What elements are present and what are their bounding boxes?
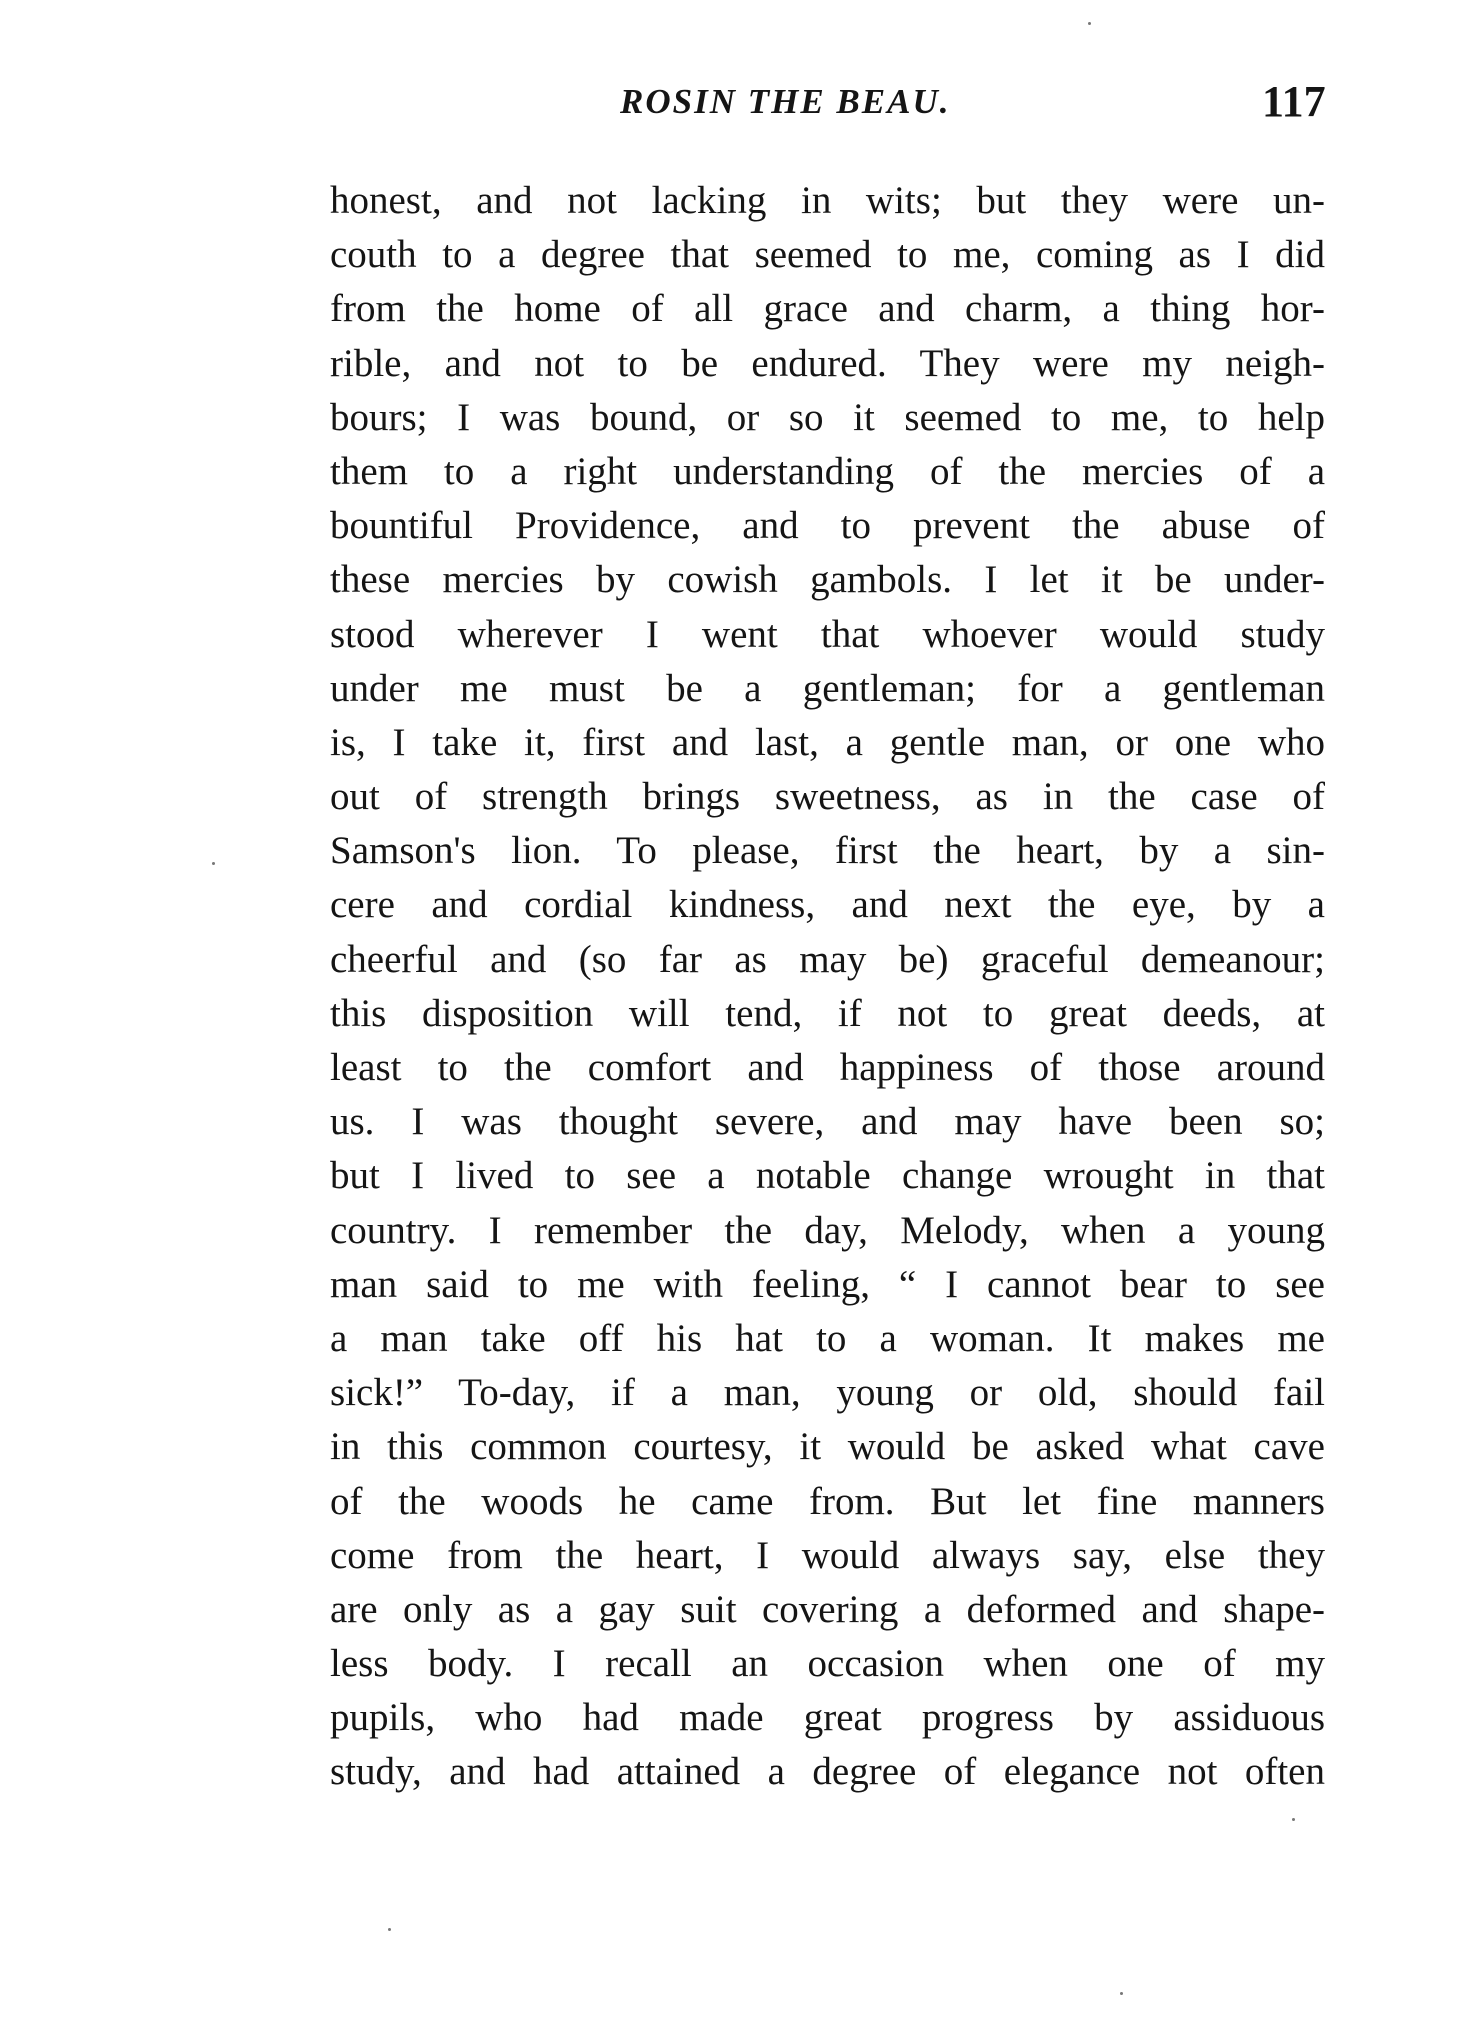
running-title: ROSIN THE BEAU. — [620, 82, 951, 121]
text-line: rible, and not to be endured. They were my neigh- — [330, 341, 1325, 385]
text-line: of the woods he came from. But let fine manners — [330, 1479, 1325, 1523]
text-line: couth to a degree that seemed to me, coming as I did — [330, 233, 1325, 277]
text-line: Samson's lion. To please, first the heart, by a sin- — [330, 829, 1325, 873]
text-line: honest, and not lacking in wits; but they were un- — [330, 179, 1325, 222]
text-line: come from the heart, I would always say, else they — [330, 1533, 1325, 1577]
paper-speck — [1120, 1992, 1123, 1995]
text-line: from the home of all grace and charm, a thing hor- — [330, 287, 1325, 331]
text-line: less body. I recall an occasion when one of my — [330, 1642, 1325, 1686]
paper-speck — [388, 1928, 391, 1931]
text-line: is, I take it, first and last, a gentle man, or one who — [330, 720, 1325, 764]
text-line: us. I was thought severe, and may have been so; — [330, 1100, 1325, 1144]
paper-speck — [212, 862, 215, 865]
text-line: bours; I was bound, or so it seemed to me, to help — [330, 395, 1325, 439]
page-number: 117 — [1262, 77, 1326, 126]
text-line: in this common courtesy, it would be asked what cave — [330, 1425, 1325, 1469]
text-line: this disposition will tend, if not to great deeds, at — [330, 991, 1325, 1035]
text-line: sick!” To-day, if a man, young or old, should fail — [330, 1371, 1325, 1415]
text-line: least to the comfort and happiness of those around — [330, 1046, 1325, 1089]
text-line: them to a right understanding of the mercies of a — [330, 449, 1325, 493]
text-line: but I lived to see a notable change wrought in that — [330, 1154, 1325, 1198]
text-line: are only as a gay suit covering a deformed and shape- — [330, 1587, 1325, 1631]
text-line: a man take off his hat to a woman. It makes me — [330, 1316, 1325, 1360]
text-line: bountiful Providence, and to prevent the abuse of — [330, 504, 1325, 548]
body-text — [330, 174, 1325, 1800]
text-line: under me must be a gentleman; for a gentleman — [330, 666, 1325, 710]
paper-speck — [1088, 22, 1091, 25]
text-line: study, and had attained a degree of elegance not often — [330, 1750, 1325, 1794]
text-line: out of strength brings sweetness, as in the case of — [330, 775, 1325, 819]
paper-speck — [1292, 1818, 1295, 1821]
text-line: cheerful and (so far as may be) graceful demeanour; — [330, 937, 1325, 981]
text-line: man said to me with feeling, “ I cannot bear to see — [330, 1262, 1325, 1306]
text-line: these mercies by cowish gambols. I let it be under- — [330, 558, 1325, 602]
text-line: stood wherever I went that whoever would study — [330, 612, 1325, 656]
text-line: pupils, who had made great progress by assiduous — [330, 1696, 1325, 1740]
text-line: cere and cordial kindness, and next the eye, by a — [330, 883, 1325, 927]
text-line: country. I remember the day, Melody, when a young — [330, 1208, 1325, 1252]
